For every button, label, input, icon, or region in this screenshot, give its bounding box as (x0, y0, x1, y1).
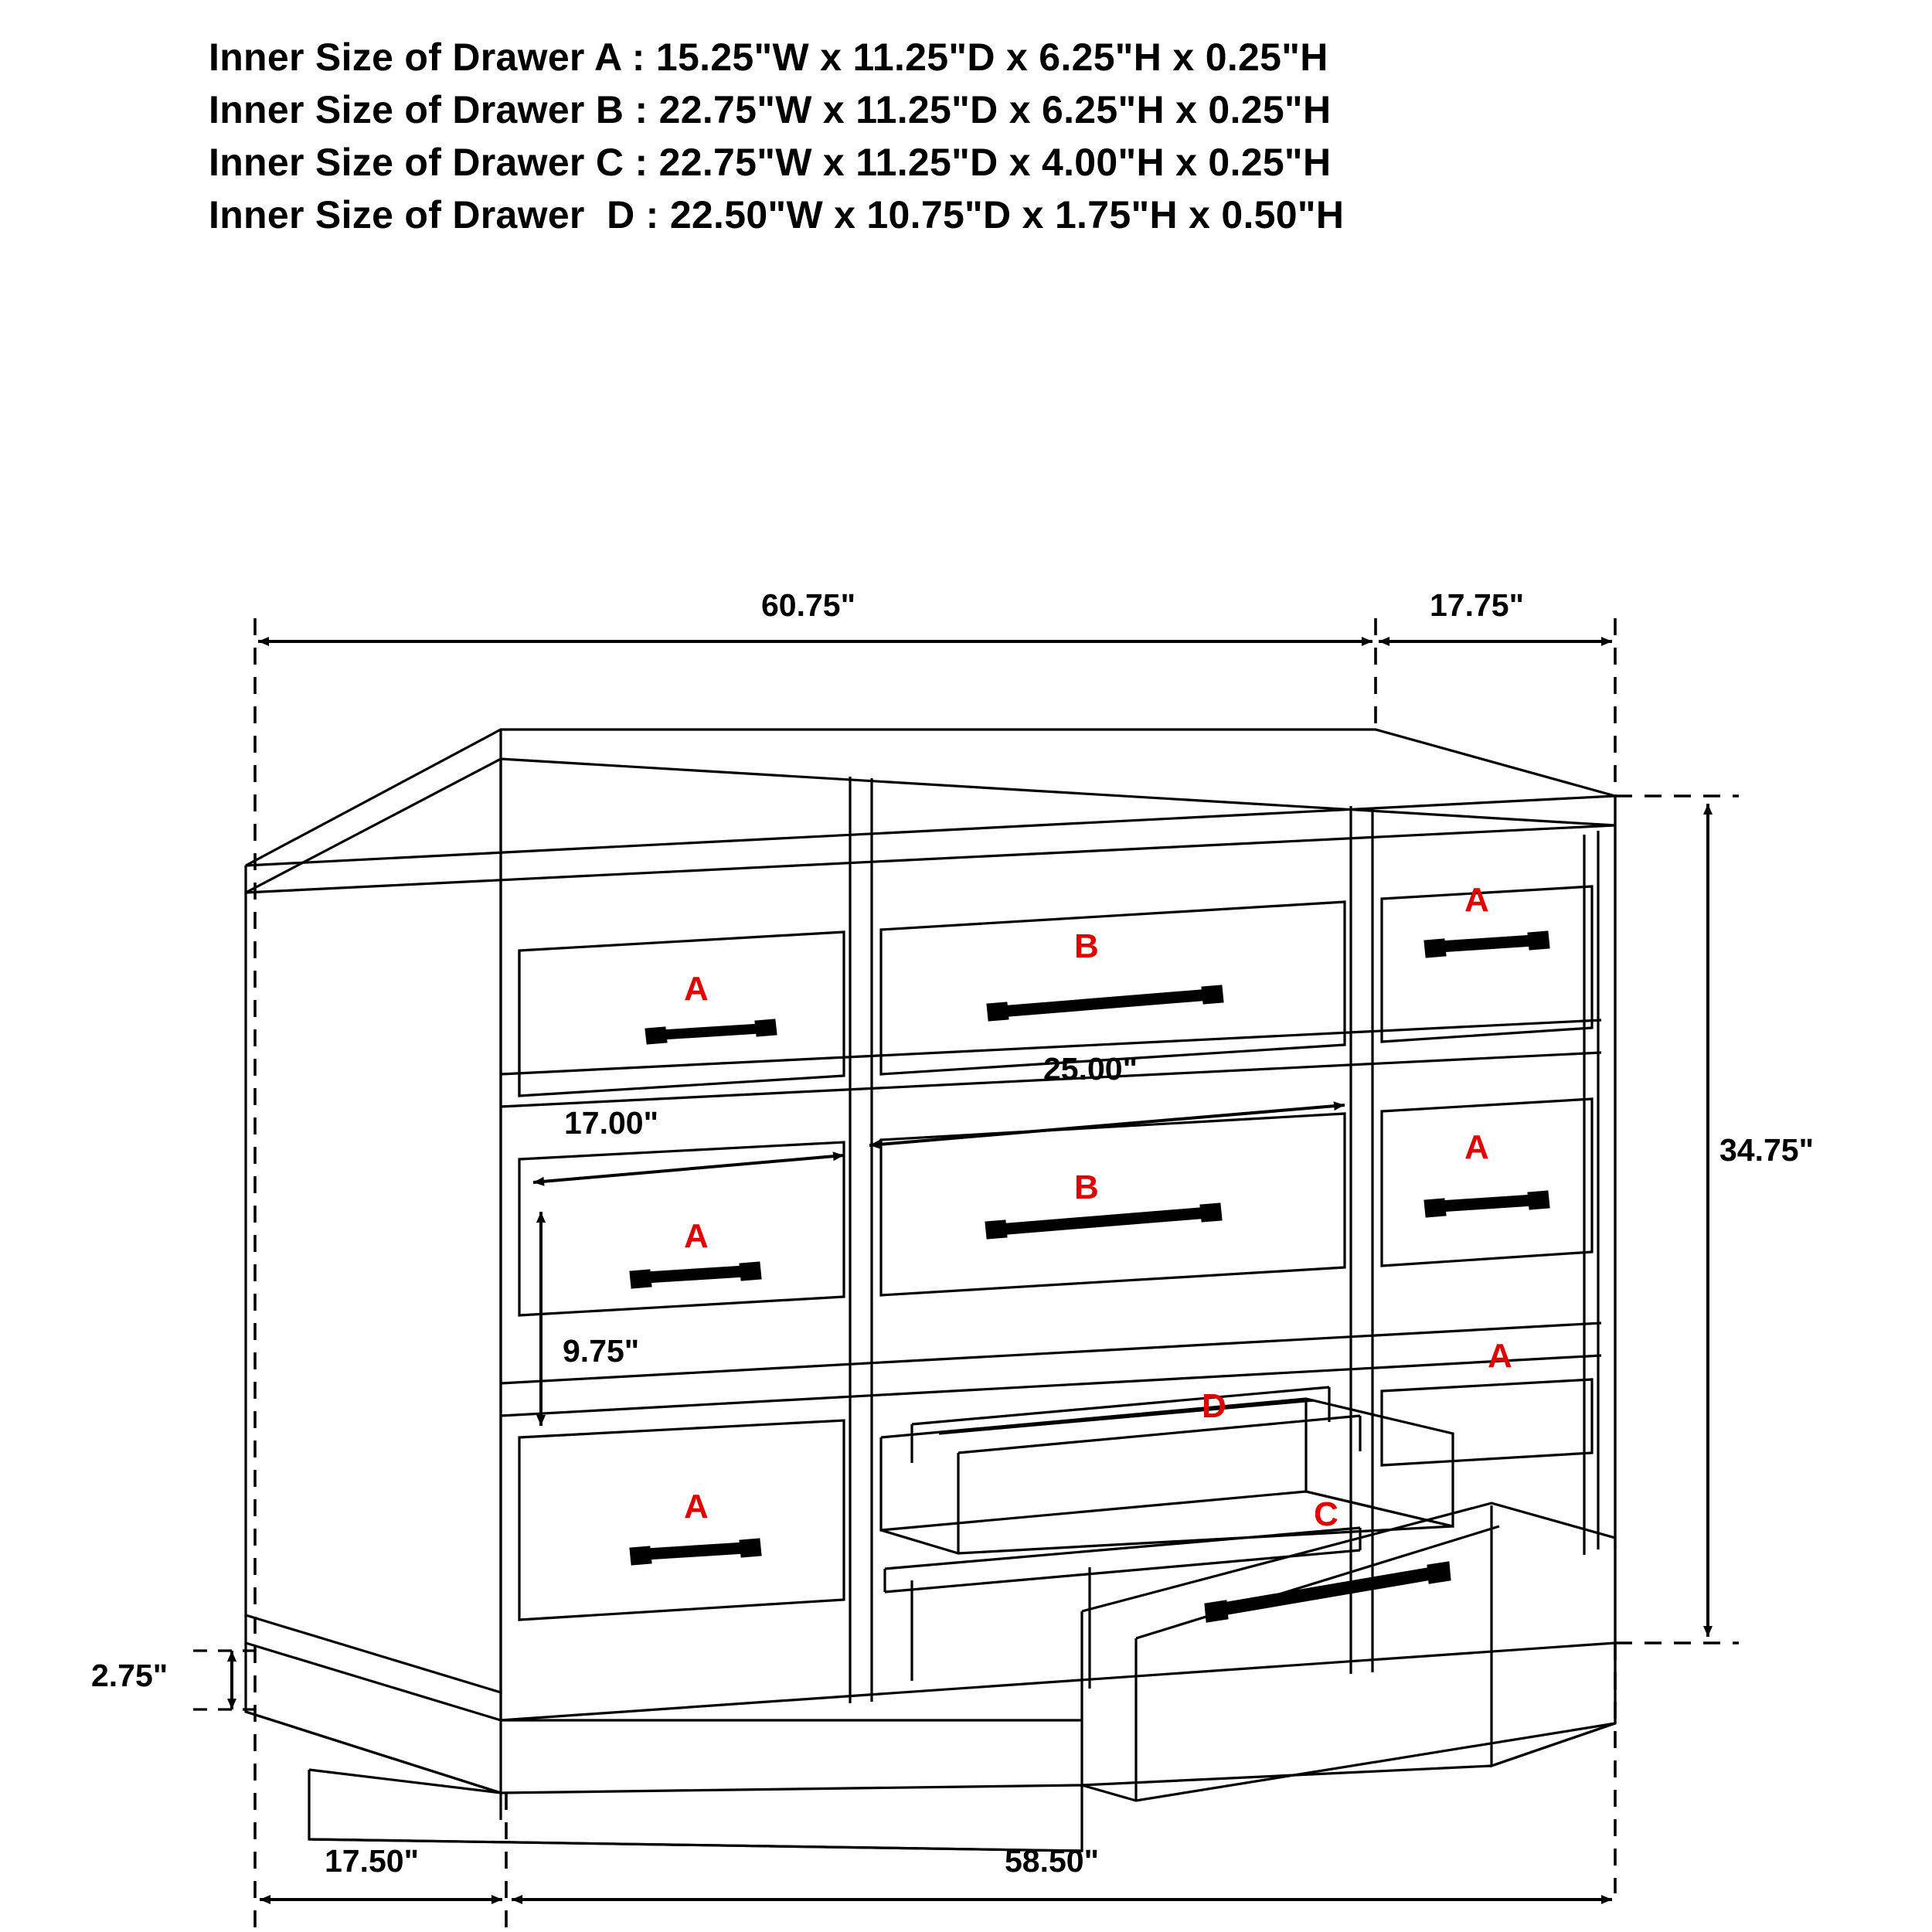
drawer-label-bottom-right: A (1488, 1337, 1512, 1375)
dim-drawer-height: 9.75" (563, 1333, 640, 1369)
dim-top-depth: 17.75" (1430, 587, 1525, 623)
drawer-label-mid-left: A (684, 1217, 709, 1255)
drawer-label-open-shallow: D (1202, 1387, 1226, 1425)
drawer-label-open-deep: C (1314, 1495, 1338, 1533)
drawer-label-mid-right: A (1464, 1128, 1489, 1166)
dimension-lines (193, 618, 1739, 1932)
drawer-label-bottom-left: A (684, 1488, 709, 1526)
dim-drawer-width-left: 17.00" (564, 1105, 659, 1141)
drawer-label-top-center: B (1074, 927, 1099, 965)
dim-drawer-width-center: 25.00" (1043, 1051, 1138, 1087)
dresser-body (246, 730, 1615, 1851)
spec-line-drawer-d: Inner Size of Drawer D : 22.50"W x 10.75"D x 1.75"H x 0.50"H (209, 193, 1345, 236)
spec-line-drawer-a: Inner Size of Drawer A : 15.25"W x 11.25"D x 6.25"H x 0.25"H (209, 36, 1328, 79)
spec-line-drawer-c: Inner Size of Drawer C : 22.75"W x 11.25"D x 4.00"H x 0.25"H (209, 141, 1332, 184)
dim-top-width: 60.75" (761, 587, 856, 623)
drawer-label-top-left: A (684, 970, 709, 1008)
drawer-handles (631, 932, 1549, 1621)
dim-bottom-width: 58.50" (1005, 1843, 1100, 1879)
dim-right-height: 34.75" (1719, 1132, 1815, 1168)
dim-base-height: 2.75" (91, 1658, 168, 1693)
drawer-label-mid-center: B (1074, 1168, 1099, 1206)
dim-bottom-depth: 17.50" (325, 1843, 420, 1879)
drawer-label-top-right: A (1464, 881, 1489, 919)
spec-line-drawer-b: Inner Size of Drawer B : 22.75"W x 11.25"D x 6.25"H x 0.25"H (209, 88, 1332, 131)
